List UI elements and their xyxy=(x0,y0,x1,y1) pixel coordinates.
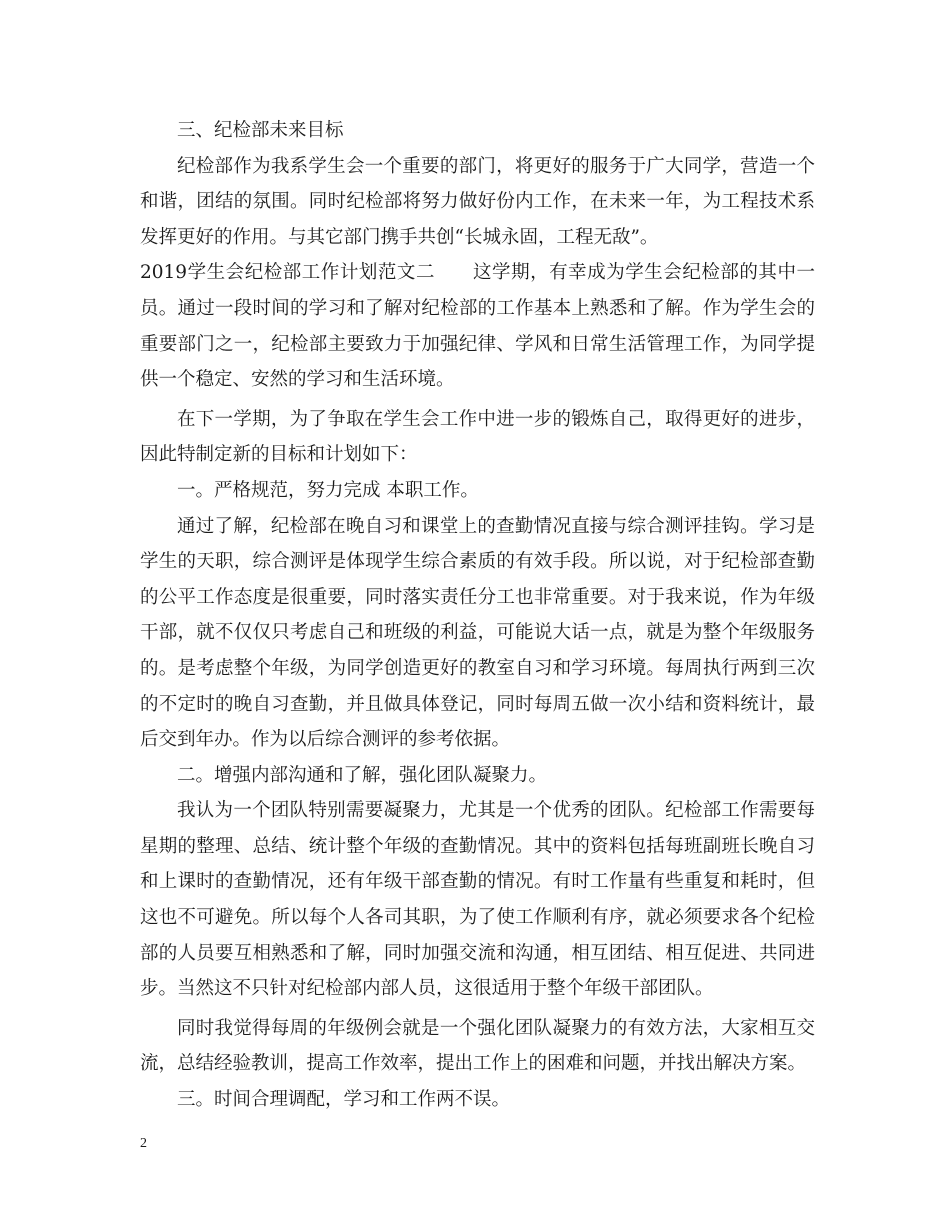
paragraph-team-cohesion: 我认为一个团队特别需要凝聚力，尤其是一个优秀的团队。纪检部工作需要每星期的整理、总结、统计整个年级的查勤情况。其中的资料包括每班副班长晚自习和上课时的查勤情况，还有年级干部查勤的情况。有时工作量有些重复和耗时，但这也不可避免。所以每个人各司其职，为了使工作顺利有序，就必须要求各个纪检部的人员要互相熟悉和了解，同时加强交流和沟通，相互团结、相互促进、共同进步。当然这不只针对纪检部内部人员，这很适用于整个年级干部团队。 xyxy=(140,800,815,1000)
document-body xyxy=(140,113,815,1118)
paragraph-goals: 纪检部作为我系学生会一个重要的部门，将更好的服务于广大同学，营造一个和谐，团结的氛围。同时纪检部将努力做好份内工作，在未来一年，为工程技术系发挥更好的作用。与其它部门携手共创“长城永固，工程无敌”。 xyxy=(140,155,815,248)
section-heading-team-cohesion: 二。增强内部沟通和了解，强化团队凝聚力。 xyxy=(177,764,548,786)
section-heading-time-management: 三。时间合理调配，学习和工作两不误。 xyxy=(177,1089,511,1111)
paragraph-next-semester: 在下一学期，为了争取在学生会工作中进一步的锻炼自己，取得更好的进步，因此特制定新的目标和计划如下： xyxy=(140,408,815,466)
section-heading-future-goals: 三、纪检部未来目标 xyxy=(177,120,344,141)
paragraph-weekly-meeting: 同时我觉得每周的年级例会就是一个强化团队凝聚力的有效方法，大家相互交流，总结经验教训，提高工作效率，提出工作上的困难和问题，并找出解决方案。 xyxy=(140,1017,815,1075)
paragraph-attendance-check: 通过了解，纪检部在晚自习和课堂上的查勤情况直接与综合测评挂钩。学习是学生的天职，综合测评是体现学生综合素质的有效手段。所以说，对于纪检部查勤的公平工作态度是很重要，同时落实责任分工也非常重要。对于我来说，作为年级干部，就不仅仅只考虑自己和班级的利益，可能说大话一点，就是为整个年级服务的。是考虑整个年级，为同学创造更好的教室自习和学习环境。每周执行两到三次的不定时的晚自习查勤，并且做具体登记，同时每周五做一次小结和资料统计，最后交到年办。作为以后综合测评的参考依据。 xyxy=(140,515,815,751)
paragraph-plan-two-intro: 2019学生会纪检部工作计划范文二 这学期，有幸成为学生会纪检部的其中一员。通过一段时间的学习和了解对纪检部的工作基本上熟悉和了解。作为学生会的重要部门之一，纪检部主要致力于加强纪律、学风和日常生活管理工作，为同学提供一个稳定、安然的学习和生活环境。 xyxy=(140,262,815,391)
section-heading-strict-standards: 一。严格规范，努力完成 本职工作。 xyxy=(177,479,479,501)
page-number: 2 xyxy=(140,1136,147,1151)
